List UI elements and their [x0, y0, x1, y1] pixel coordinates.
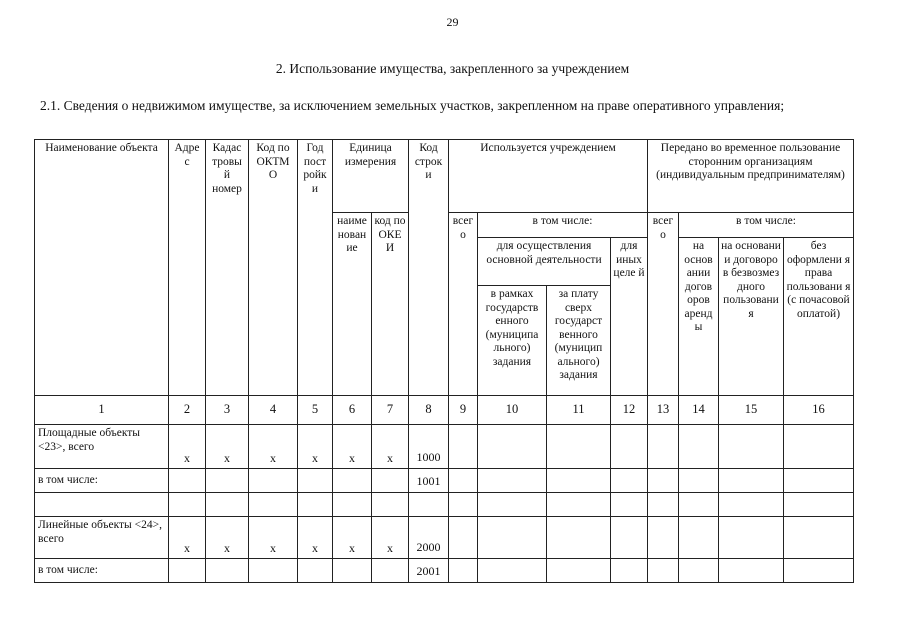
- header-free-use: на основани и договоро в безвозмез дного пользовани я: [719, 238, 784, 396]
- cell[interactable]: [547, 517, 611, 559]
- table-row: [35, 425, 854, 469]
- header-other: для иных целе й: [611, 238, 648, 396]
- col-number: 4: [249, 396, 298, 425]
- row-name: в том числе:: [35, 469, 169, 493]
- col-number: 6: [333, 396, 372, 425]
- header-unit: Единица измерения: [333, 140, 409, 213]
- cell[interactable]: [719, 517, 784, 559]
- col-number: 2: [169, 396, 206, 425]
- header-tr-total: всег о: [648, 213, 679, 396]
- cell[interactable]: [547, 493, 611, 517]
- table-row: [35, 493, 854, 517]
- cell[interactable]: [648, 469, 679, 493]
- cell[interactable]: [449, 469, 478, 493]
- row-name: Площадные объекты <23>, всего: [35, 425, 169, 469]
- row-name: [35, 493, 169, 517]
- cell[interactable]: [784, 517, 854, 559]
- header-transferred: Передано во временное пользование сторонним организациям (индивидуальным предпринимателям): [648, 140, 854, 213]
- col-number: 12: [611, 396, 648, 425]
- cell[interactable]: [784, 469, 854, 493]
- row-mark: x: [372, 425, 409, 469]
- cell[interactable]: [449, 425, 478, 469]
- header-year: Год пост ройк и: [298, 140, 333, 396]
- col-number: 1: [35, 396, 169, 425]
- col-number: 7: [372, 396, 409, 425]
- cell[interactable]: [784, 425, 854, 469]
- cell[interactable]: [719, 493, 784, 517]
- cell[interactable]: [611, 493, 648, 517]
- row-mark: x: [206, 425, 249, 469]
- col-number: 16: [784, 396, 854, 425]
- subsection-title: 2.1. Сведения о недвижимом имуществе, за исключением земельных участков, закрепленном на праве оперативного управления;: [40, 98, 785, 113]
- cell[interactable]: [679, 493, 719, 517]
- cell[interactable]: [648, 425, 679, 469]
- col-number: 11: [547, 396, 611, 425]
- header-line-code: Код строк и: [409, 140, 449, 396]
- cell[interactable]: [478, 517, 547, 559]
- header-unit-okei: код по ОКЕ И: [372, 213, 409, 396]
- row-mark: x: [372, 517, 409, 559]
- cell[interactable]: [449, 559, 478, 583]
- row-name: Линейные объекты <24>, всего: [35, 517, 169, 559]
- cell[interactable]: [611, 559, 648, 583]
- row-mark: x: [169, 517, 206, 559]
- page-number: 29: [446, 15, 459, 29]
- property-table: [34, 139, 854, 583]
- row-code: [409, 493, 449, 517]
- header-name: Наименование объекта: [35, 140, 169, 396]
- header-used-total: всег о: [449, 213, 478, 396]
- cell[interactable]: [679, 559, 719, 583]
- col-number: 10: [478, 396, 547, 425]
- cell[interactable]: [449, 517, 478, 559]
- cell[interactable]: [719, 425, 784, 469]
- header-cadastral: Кадас тровы й номер: [206, 140, 249, 396]
- row-code: 1001: [409, 469, 449, 493]
- col-number: 9: [449, 396, 478, 425]
- col-number: 13: [648, 396, 679, 425]
- col-number: 5: [298, 396, 333, 425]
- cell[interactable]: [611, 425, 648, 469]
- row-mark: x: [298, 425, 333, 469]
- cell[interactable]: [648, 517, 679, 559]
- header-used-incl: в том числе:: [478, 213, 648, 238]
- row-mark: x: [249, 425, 298, 469]
- cell[interactable]: [478, 559, 547, 583]
- header-used: Используется учреждением: [449, 140, 648, 213]
- col-number: 3: [206, 396, 249, 425]
- header-no-contract: без оформлени я права пользовани я (с почасовой оплатой): [784, 238, 854, 396]
- table-row: [35, 469, 854, 493]
- col-number: 14: [679, 396, 719, 425]
- header-state-task: в рамках государств енного (муниципа льного) задания: [478, 286, 547, 396]
- row-mark: x: [298, 517, 333, 559]
- header-address: Адре с: [169, 140, 206, 396]
- row-name: в том числе:: [35, 559, 169, 583]
- cell[interactable]: [611, 517, 648, 559]
- row-mark: x: [206, 517, 249, 559]
- col-number: 8: [409, 396, 449, 425]
- cell[interactable]: [679, 517, 719, 559]
- cell[interactable]: [784, 493, 854, 517]
- cell[interactable]: [478, 425, 547, 469]
- cell[interactable]: [611, 469, 648, 493]
- cell[interactable]: [478, 493, 547, 517]
- column-numbers-row: [35, 396, 854, 425]
- header-lease: на основ ании догов оров аренд ы: [679, 238, 719, 396]
- header-paid: за плату сверх государст венного (муницип ального) задания: [547, 286, 611, 396]
- cell[interactable]: [449, 493, 478, 517]
- header-tr-incl: в том числе:: [679, 213, 854, 238]
- header-oktmo: Код по ОКТМ О: [249, 140, 298, 396]
- section-title: 2. Использование имущества, закрепленного за учреждением: [275, 61, 630, 76]
- row-mark: x: [249, 517, 298, 559]
- header-unit-name: наиме нован ие: [333, 213, 372, 396]
- cell[interactable]: [648, 493, 679, 517]
- table-row: [35, 559, 854, 583]
- row-code: 2001: [409, 559, 449, 583]
- table-row: [35, 517, 854, 559]
- cell[interactable]: [547, 425, 611, 469]
- row-mark: x: [333, 425, 372, 469]
- cell[interactable]: [478, 469, 547, 493]
- row-code: 1000: [409, 425, 449, 469]
- cell[interactable]: [784, 559, 854, 583]
- cell[interactable]: [648, 559, 679, 583]
- row-mark: x: [169, 425, 206, 469]
- header-main-activity: для осуществления основной деятельности: [478, 238, 611, 286]
- cell[interactable]: [679, 469, 719, 493]
- cell[interactable]: [547, 469, 611, 493]
- cell[interactable]: [719, 559, 784, 583]
- cell[interactable]: [719, 469, 784, 493]
- row-mark: x: [333, 517, 372, 559]
- cell[interactable]: [547, 559, 611, 583]
- cell[interactable]: [679, 425, 719, 469]
- row-code: 2000: [409, 517, 449, 559]
- col-number: 15: [719, 396, 784, 425]
